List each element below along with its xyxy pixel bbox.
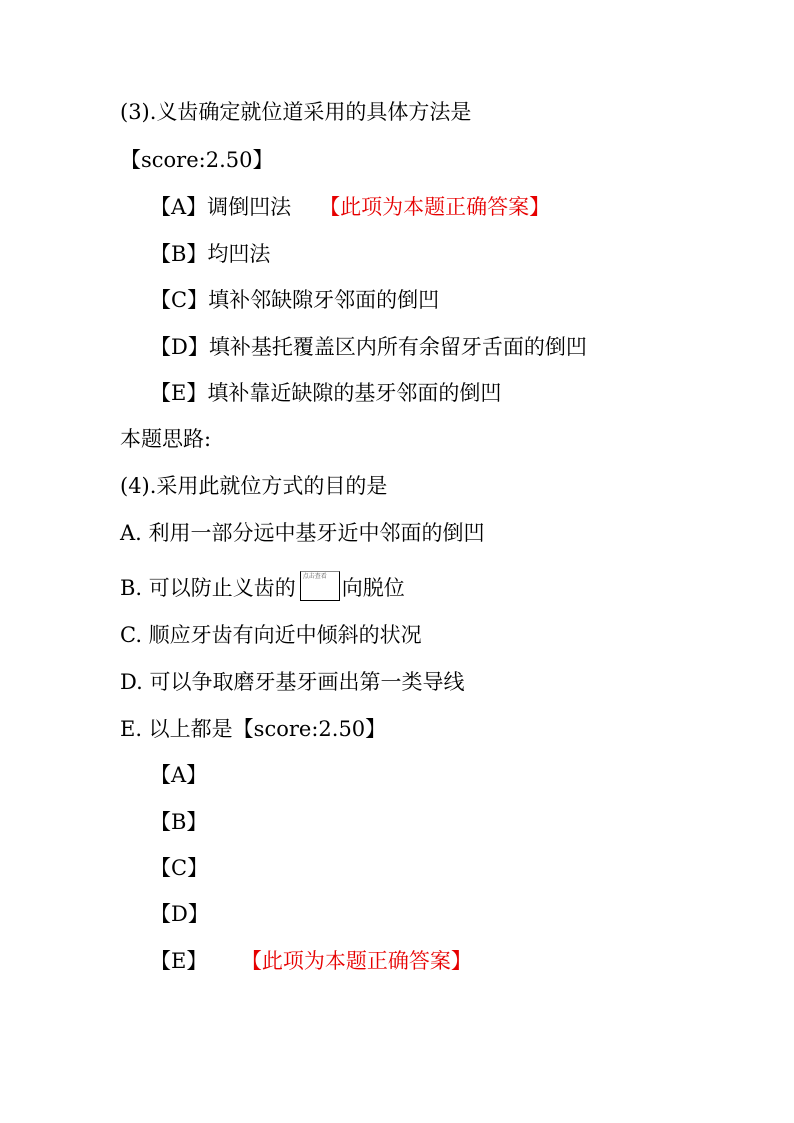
- question-4-option-b: 【B】: [150, 810, 208, 834]
- question-4-option-a: 【A】: [150, 763, 208, 787]
- question-4-stem: (4).采用此就位方式的目的是: [120, 474, 388, 498]
- option-a-label: 【A】调倒凹法: [150, 195, 292, 219]
- choice-b-text: B. 可以防止义齿的: [120, 576, 296, 600]
- question-3-score: 【score:2.50】: [120, 148, 274, 172]
- question-4-option-e: [150, 946, 472, 976]
- question-4-choice-c: C. 顺应牙齿有向近中倾斜的状况: [120, 623, 422, 647]
- question-4-option-c: 【C】: [150, 856, 209, 880]
- correct-answer-marker: 【此项为本题正确答案】: [251, 949, 472, 973]
- correct-answer-marker: 【此项为本题正确答案】: [319, 195, 551, 219]
- question-3-option-e: 【E】填补靠近缺隙的基牙邻面的倒凹: [150, 381, 502, 405]
- question-4-choice-d: D. 可以争取磨牙基牙画出第一类导线: [120, 670, 465, 694]
- question-4-choice-e: E. 以上都是【score:2.50】: [120, 717, 387, 741]
- choice-b-text-after: 向脱位: [341, 576, 405, 600]
- question-4-choice-b: [120, 571, 405, 603]
- option-e-label: 【E】: [150, 949, 208, 973]
- analysis-heading: 本题思路:: [120, 427, 212, 451]
- question-4-choice-a: A. 利用一部分远中基牙近中邻面的倒凹: [120, 521, 485, 545]
- question-4-option-d: 【D】: [150, 902, 209, 926]
- question-3-option-a: [150, 192, 550, 222]
- question-3-option-d: 【D】填补基托覆盖区内所有余留牙舌面的倒凹: [150, 335, 587, 359]
- inline-image-placeholder[interactable]: [300, 571, 340, 601]
- image-placeholder-label: 点击查看: [302, 573, 327, 580]
- question-3-option-c: 【C】填补邻缺隙牙邻面的倒凹: [150, 288, 440, 312]
- question-3-stem: (3).义齿确定就位道采用的具体方法是: [120, 100, 472, 124]
- question-3-option-b: 【B】均凹法: [150, 242, 271, 266]
